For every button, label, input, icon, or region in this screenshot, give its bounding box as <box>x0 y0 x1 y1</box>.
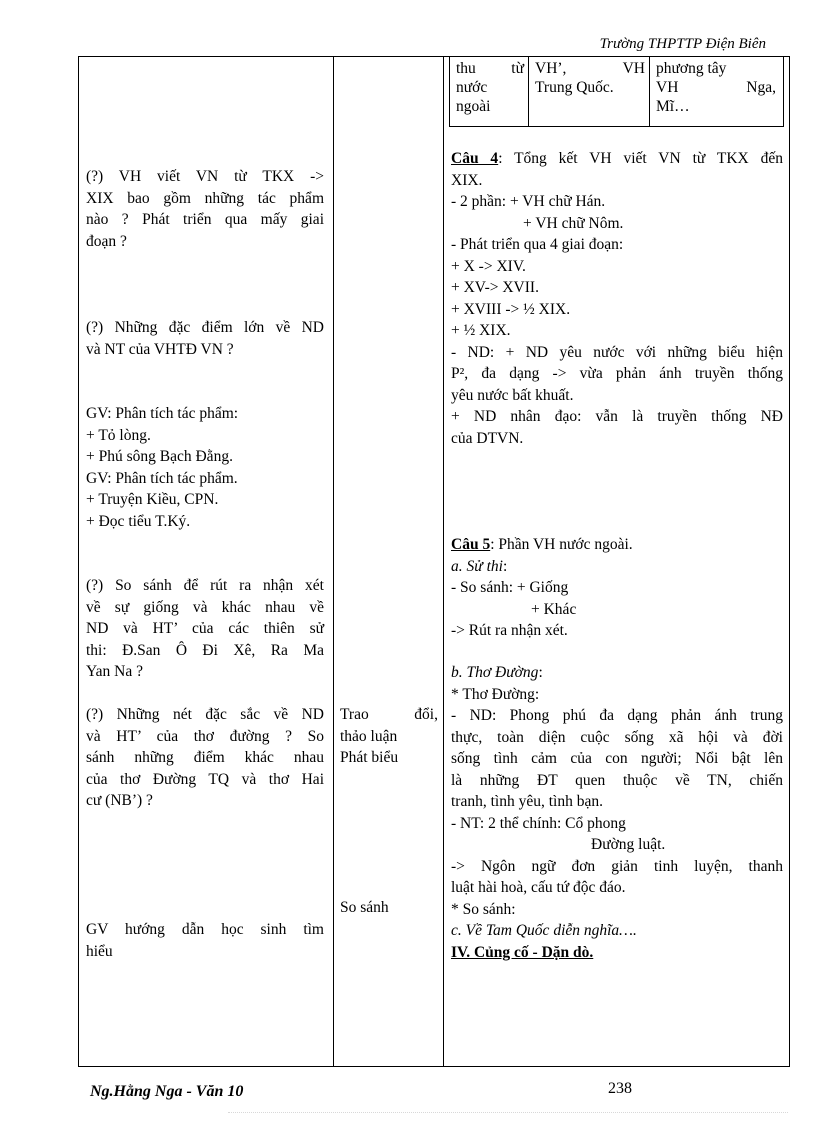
tho-duong-colon: : <box>538 664 543 681</box>
column-divider-1 <box>333 56 334 1066</box>
text-line: tranh, tình yêu, tình bạn. <box>451 793 603 810</box>
text-line: - Phát triển qua 4 giai đoạn: <box>451 236 624 253</box>
text-line: cư (NB’) ? <box>86 792 153 809</box>
inner-cell-text: VH Nga, <box>656 79 776 96</box>
inner-cell-text: ngoài <box>456 98 491 115</box>
text-line: hiểu <box>86 942 113 960</box>
text-line: và HT’ của thơ đường ? So <box>86 727 324 745</box>
text-line: - NT: 2 thể chính: Cổ phong <box>451 814 626 832</box>
inner-cell-1 <box>456 59 524 116</box>
su-thi-heading <box>451 556 783 578</box>
text-line: sánh những điểm khác nhau <box>86 749 324 766</box>
table-right-border <box>789 56 790 1066</box>
text-line: -> Rút ra nhận xét. <box>451 622 568 639</box>
footer-author: Ng.Hằng Nga - Văn 10 <box>90 1083 244 1100</box>
text-line: - ND: + ND yêu nước với những biểu hiện <box>451 343 783 361</box>
text-line: thảo luận <box>340 727 398 745</box>
page-number: 238 <box>608 1080 632 1097</box>
cau5-heading <box>451 534 783 556</box>
text-line: + Tỏ lòng. <box>86 426 151 444</box>
text-line: Trao đổi, <box>340 706 438 723</box>
text-line: * Thơ Đường: <box>451 685 540 703</box>
section-tho-duong <box>451 662 783 963</box>
footer-dotted-rule <box>228 1112 788 1113</box>
text-line: + ½ XIX. <box>451 322 511 339</box>
foreign-literature-inner-table <box>449 57 784 127</box>
text-line: (?) Những đặc điểm lớn về ND <box>86 319 324 336</box>
inner-cell-text: nước <box>456 79 488 96</box>
inner-cell-text: phương tây <box>656 60 727 77</box>
table-bottom-border <box>78 1066 790 1067</box>
text-line: (?) VH viết VN từ TKX -> <box>86 168 324 185</box>
column-divider-2 <box>443 56 444 1066</box>
inner-cell-text: Trung Quốc. <box>535 79 614 96</box>
student-activity-compare <box>340 897 438 919</box>
table-left-border <box>78 56 79 1066</box>
text-line: + XV-> XVII. <box>451 279 539 296</box>
text-line: thực, toàn diện cuộc sống xã hội và đời <box>451 728 783 746</box>
text-line: ND và HT’ của các thiên sử <box>86 620 324 637</box>
tho-duong-heading <box>451 662 783 684</box>
text-line: nào ? Phát triển qua mấy giai <box>86 211 324 228</box>
text-line: (?) So sánh để rút ra nhận xét <box>86 577 324 594</box>
text-line: XIX. <box>451 171 483 189</box>
text-line: + XVIII -> ½ XIX. <box>451 300 571 318</box>
text-line: XIX bao gồm những tác phẩm <box>86 189 324 207</box>
text-line: * So sánh: <box>451 900 516 918</box>
inner-divider-2 <box>649 57 650 126</box>
text-line: + Truyện Kiều, CPN. <box>86 491 219 508</box>
text-line: về sự giống và khác nhau về <box>86 598 324 616</box>
text-line: và NT của VHTĐ VN ? <box>86 340 234 358</box>
inner-cell-text: VH’, VH <box>535 60 645 77</box>
teacher-guidance <box>86 919 324 962</box>
text-line: So sánh <box>340 899 389 916</box>
text-line: + Khác <box>531 600 577 618</box>
cau5-label: Câu 5 <box>451 536 491 553</box>
cau4-heading <box>451 148 783 170</box>
question-so-sanh-su-thi <box>86 575 324 683</box>
cau4-label: Câu 4 <box>451 150 499 167</box>
text-line: luật hài hoà, cấu tứ độc đáo. <box>451 879 626 896</box>
inner-divider-1 <box>528 57 529 126</box>
text-line: (?) Những nét đặc sắc về ND <box>86 706 324 723</box>
cau4-title: : Tổng kết VH viết VN từ TKX đến <box>498 150 783 167</box>
text-line: của DTVN. <box>451 429 524 447</box>
cau5-title: : Phần VH nước ngoài. <box>490 536 633 553</box>
text-line: + X -> XIV. <box>451 257 526 275</box>
text-line: Phát biểu <box>340 749 399 766</box>
question-tho-duong <box>86 704 324 812</box>
text-line: GV hướng dẫn học sinh tìm <box>86 921 324 938</box>
su-thi-colon: : <box>502 557 508 575</box>
text-line: GV: Phân tích tác phẩm. <box>86 469 238 487</box>
text-line: Đường luật. <box>591 836 666 853</box>
su-thi-label: a. Sử thi <box>451 557 503 575</box>
school-name-header: Trường THPTTP Điện Biên <box>599 36 766 52</box>
tam-quoc-item: c. Về Tam Quốc diễn nghĩa…. <box>451 922 637 939</box>
question-dac-diem <box>86 317 324 360</box>
text-line: - So sánh: + Giống <box>451 579 569 596</box>
text-line: đoạn ? <box>86 232 127 250</box>
text-line: - ND: Phong phú đa dạng phản ánh trung <box>451 707 783 724</box>
text-line: của thơ Đường TQ và thơ Hai <box>86 770 324 788</box>
section-cau-5 <box>451 534 783 642</box>
text-line: - 2 phần: + VH chữ Hán. <box>451 193 606 210</box>
text-line: sống tình cảm của con người; Nổi bật lên <box>451 750 783 767</box>
tho-duong-label: b. Thơ Đường <box>451 664 539 681</box>
inner-cell-3 <box>656 59 776 116</box>
text-line: Yan Na ? <box>86 663 143 680</box>
text-line: -> Ngôn ngữ đơn giản tinh luyện, thanh <box>451 857 783 875</box>
student-activity-discussion <box>340 704 438 769</box>
inner-cell-2 <box>535 59 645 97</box>
teacher-analysis <box>86 403 324 532</box>
question-vh-viet <box>86 166 324 252</box>
text-line: + ND nhân đạo: vẫn là truyền thống NĐ <box>451 408 783 425</box>
inner-cell-text: thu từ <box>456 60 524 77</box>
text-line: + VH chữ Nôm. <box>523 214 624 232</box>
section-cau-4 <box>451 148 783 449</box>
text-line: yêu nước bất khuất. <box>451 386 574 404</box>
text-line: + Phú sông Bạch Đằng. <box>86 448 233 465</box>
cung-co-heading: IV. Củng cố - Dặn dò. <box>451 943 594 961</box>
text-line: là những ĐT quen thuộc về TN, chiến <box>451 771 783 789</box>
text-line: GV: Phân tích tác phẩm: <box>86 405 239 422</box>
text-line: + Đọc tiểu T.Ký. <box>86 512 191 530</box>
text-line: P², đa dạng -> vừa phản ánh truyền thống <box>451 365 783 382</box>
text-line: thi: Đ.San Ô Đi Xê, Ra Ma <box>86 641 324 659</box>
inner-cell-text: Mĩ… <box>656 98 690 115</box>
